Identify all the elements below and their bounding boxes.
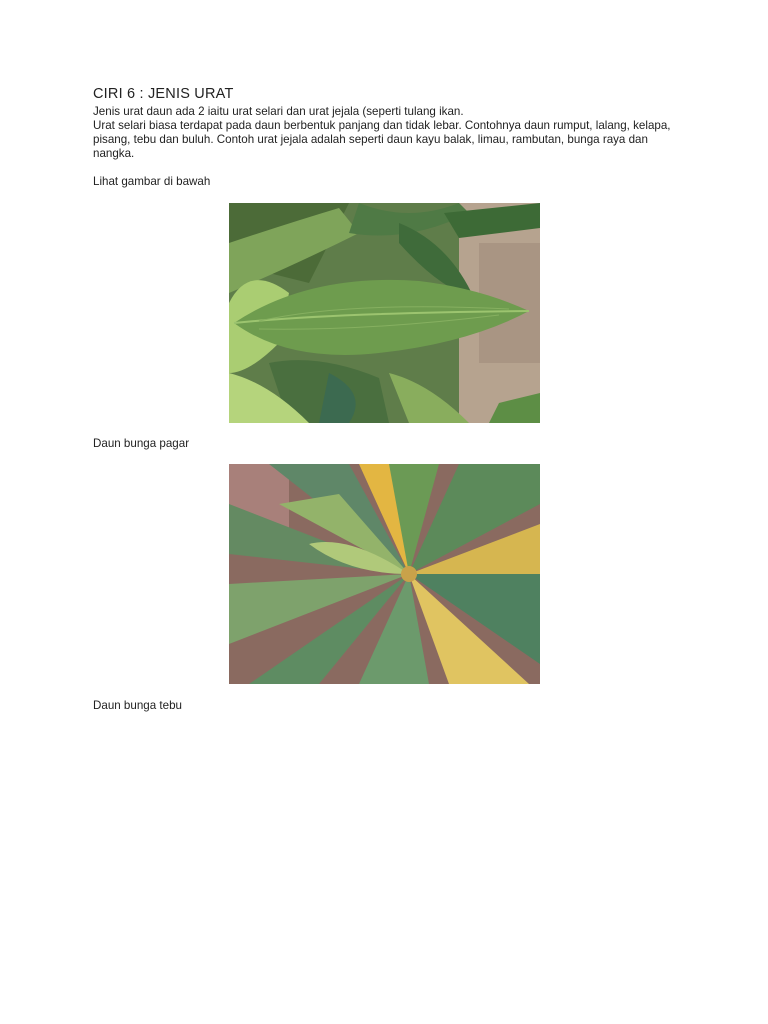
figure-caption-1: Daun bunga pagar xyxy=(93,437,190,450)
document-body xyxy=(93,86,673,189)
leaf-photo-2 xyxy=(229,464,540,684)
paragraph-1: Jenis urat daun ada 2 iaitu urat selari dan urat jejala (seperti tulang ikan. xyxy=(93,105,464,118)
leaf-photo-1 xyxy=(229,203,540,423)
page-title: CIRI 6 : JENIS URAT xyxy=(93,86,234,102)
intro-note: Lihat gambar di bawah xyxy=(93,175,211,188)
paragraph-2: Urat selari biasa terdapat pada daun berbentuk panjang dan tidak lebar. Contohnya daun rumput, lalang, kelapa, pisang, tebu dan buluh. Contoh urat jejala adalah seperti daun kayu balak, limau, rambutan, bunga raya dan nangka. xyxy=(93,119,671,160)
figure-caption-2: Daun bunga tebu xyxy=(93,699,182,712)
